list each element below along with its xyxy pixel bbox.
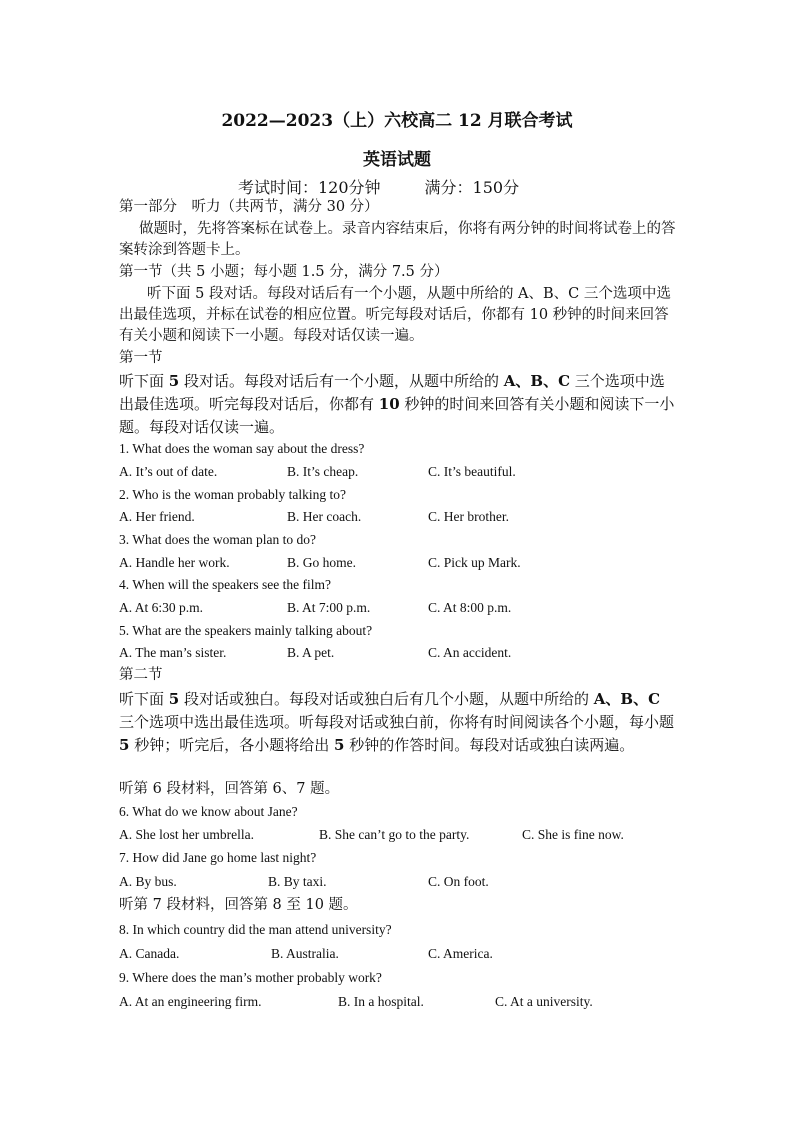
section1-label: 第一节 [119, 350, 163, 366]
q8-option-c: C. America. [428, 946, 493, 961]
q2-option-b: B. Her coach. [287, 509, 362, 524]
q5-option-b: B. A pet. [287, 645, 335, 660]
section1-instructions: 听下面 5 段对话。每段对话后有一个小题，从题中所给的 A、B、C 三个选项中选出最佳选项，并标在试卷的相应位置。听完每段对话后，你都有 10 秒钟的时间来回答有关小题和阅读下一小题。每段对话仅读一遍。 [119, 286, 671, 344]
q8-option-b: B. Australia. [271, 946, 339, 961]
exam-score: 满分：150分 [424, 178, 520, 197]
q1-option-b: B. It’s cheap. [287, 464, 359, 479]
q7-option-a: A. By bus. [119, 874, 177, 889]
q5-option-a: A. The man’s sister. [119, 645, 227, 660]
question-2: 2. Who is the woman probably talking to? [119, 487, 346, 502]
section1-repeat-instructions: 听下面 5 段对话。每段对话后有一个小题，从题中所给的 A、B、C 三个选项中选出最佳选项。听完每段对话后，你都有 10 秒钟的时间来回答有关小题和阅读下一小题。每段对话仅读一遍。 [119, 372, 675, 436]
question-9: 9. Where does the man’s mother probably work? [119, 970, 382, 985]
part1-heading: 第一部分 听力（共两节，满分 30 分） [119, 199, 379, 215]
q9-option-c: C. At a university. [495, 994, 593, 1009]
q3-option-a: A. Handle her work. [119, 555, 230, 570]
q4-option-c: C. At 8:00 p.m. [428, 600, 512, 615]
q6-option-a: A. She lost her umbrella. [119, 827, 254, 842]
question-5: 5. What are the speakers mainly talking about? [119, 623, 373, 638]
q6-option-c: C. She is fine now. [522, 827, 624, 842]
q1-option-a: A. It’s out of date. [119, 464, 218, 479]
q3-option-b: B. Go home. [287, 555, 356, 570]
question-7: 7. How did Jane go home last night? [119, 850, 317, 865]
q4-option-a: A. At 6:30 p.m. [119, 600, 204, 615]
q7-option-b: B. By taxi. [268, 874, 327, 889]
q9-option-b: B. In a hospital. [338, 994, 424, 1009]
question-4: 4. When will the speakers see the film? [119, 577, 331, 592]
exam-meta [238, 175, 519, 198]
q3-option-c: C. Pick up Mark. [428, 555, 521, 570]
exam-title: 2022—2023（上）六校高二 12 月联合考试 [221, 111, 573, 131]
q8-option-a: A. Canada. [119, 946, 180, 961]
q9-option-a: A. At an engineering firm. [119, 994, 262, 1009]
q4-option-b: B. At 7:00 p.m. [287, 600, 371, 615]
q7-option-c: C. On foot. [428, 874, 489, 889]
question-3: 3. What does the woman plan to do? [119, 532, 316, 547]
section2-instructions: 听下面 5 段对话或独白。每段对话或独白后有几个小题，从题中所给的 A、B、C 三个选项中选出最佳选项。听每段对话或独白前，你将有时间阅读各个小题，每小题 5 秒钟；听完后，各小题将给出 5 秒钟的作答时间。每段对话或独白读两遍。 [119, 690, 675, 754]
section1-heading: 第一节（共 5 小题；每小题 1.5 分，满分 7.5 分） [119, 264, 449, 280]
q5-option-c: C. An accident. [428, 645, 512, 660]
question-6: 6. What do we know about Jane? [119, 804, 298, 819]
section2-label: 第二节 [119, 667, 163, 683]
exam-subject: 英语试题 [363, 150, 431, 170]
q2-option-c: C. Her brother. [428, 509, 509, 524]
exam-time: 考试时间：120分钟 [238, 178, 381, 197]
part1-instructions: 做题时，先将答案标在试卷上。录音内容结束后，你将有两分钟的时间将试卷上的答案转涂到答题卡上。 [119, 221, 676, 258]
material-6-heading: 听第 6 段材料，回答第 6、7 题。 [119, 781, 340, 797]
material-7-heading: 听第 7 段材料，回答第 8 至 10 题。 [119, 897, 358, 913]
question-8: 8. In which country did the man attend university? [119, 922, 392, 937]
q1-option-c: C. It’s beautiful. [428, 464, 516, 479]
q2-option-a: A. Her friend. [119, 509, 195, 524]
question-1: 1. What does the woman say about the dress? [119, 441, 365, 456]
q6-option-b: B. She can’t go to the party. [319, 827, 470, 842]
